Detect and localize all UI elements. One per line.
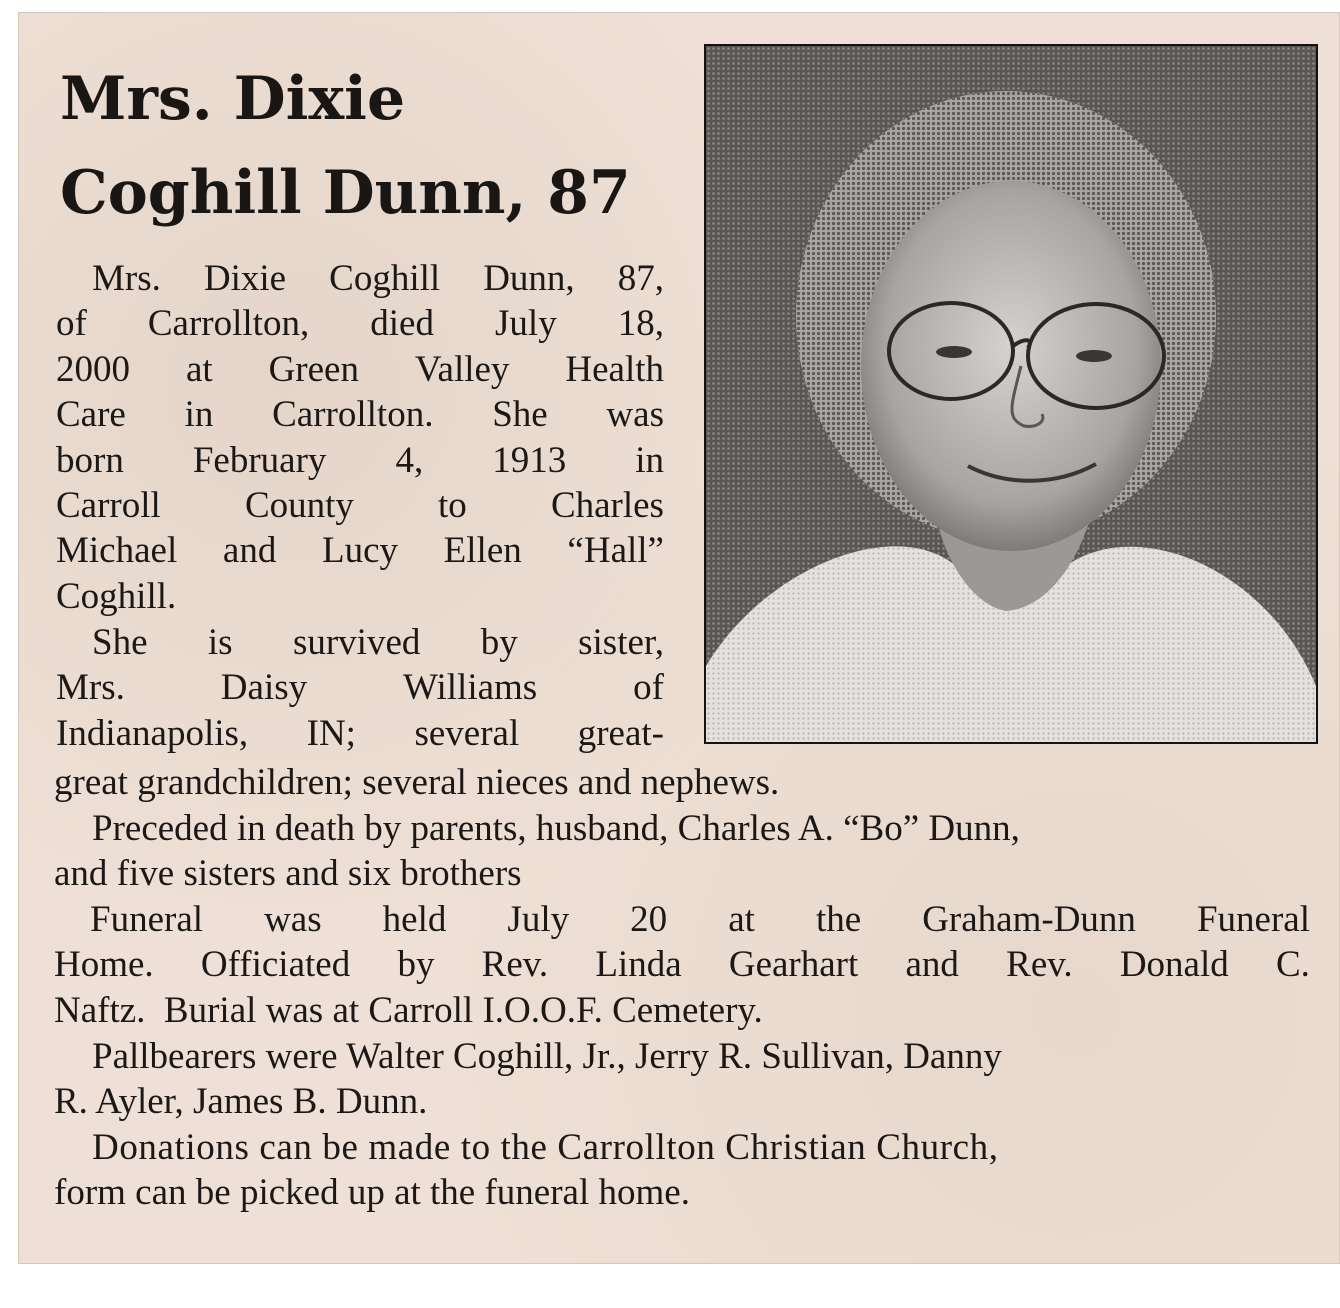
- paragraph-4-word: Home.: [54, 944, 154, 986]
- paragraph-1-line: [56, 438, 664, 483]
- paragraph-3-line-1: Preceded in death by parents, husband, Charles A. “Bo” Dunn,: [92, 808, 1020, 849]
- headline-line-2: Coghill Dunn, 87: [60, 158, 631, 228]
- paragraph-1-word: at: [185, 348, 213, 390]
- paragraph-2-word: Indianapolis,: [56, 712, 249, 754]
- paragraph-5-line-1: Pallbearers were Walter Coghill, Jr., Jerry R. Sullivan, Danny: [92, 1036, 1002, 1077]
- paragraph-4-word: Funeral: [1196, 899, 1310, 940]
- obituary-paragraph-5: [54, 1034, 1310, 1125]
- paragraph-4-line: [54, 897, 1310, 942]
- paragraph-2-word: by: [480, 622, 518, 663]
- obituary-paragraph-6: [54, 1125, 1310, 1216]
- headline-line-1: Mrs. Dixie: [60, 64, 406, 134]
- portrait-photo: [704, 44, 1318, 744]
- paragraph-2-word: IN;: [306, 712, 356, 754]
- paragraph-1-word: 18,: [617, 303, 664, 345]
- paragraph-2-word: Williams: [403, 667, 538, 709]
- paragraph-1-line: [56, 347, 664, 392]
- paragraph-1-word: Coghill: [329, 258, 441, 299]
- paragraph-4-word: Linda: [595, 944, 682, 986]
- paragraph-1-word: Carroll: [56, 485, 161, 527]
- paragraph-4-word: Rev.: [481, 944, 549, 986]
- obituary-paragraph-2: [56, 620, 664, 756]
- paragraph-1-word: Charles: [550, 485, 664, 527]
- paragraph-1-word: of: [56, 303, 87, 345]
- paragraph-2-last-line: great grandchildren; several nieces and nephews.: [54, 762, 780, 803]
- paragraph-1-word: Valley: [414, 348, 510, 390]
- paragraph-4-word: 20: [630, 899, 668, 940]
- paragraph-1-word: Carrollton.: [272, 394, 434, 436]
- paragraph-1-word: 2000: [56, 348, 130, 390]
- paragraph-1-line: [56, 528, 664, 573]
- paragraph-1-word: and: [222, 530, 277, 572]
- paragraph-6-line-1: Donations can be made to the Carrollton Christian Church,: [92, 1127, 999, 1168]
- paragraph-1-word: 87,: [617, 258, 664, 299]
- scan-bottom-margin: [0, 1264, 1340, 1308]
- paragraph-1-word: Dunn,: [483, 258, 575, 299]
- paragraph-2-word: sister,: [578, 622, 664, 663]
- paragraph-2-word: is: [207, 622, 233, 663]
- paragraph-1-line: [56, 256, 664, 301]
- paragraph-2-line: [56, 620, 664, 665]
- paragraph-1-word: died: [370, 303, 434, 345]
- paragraph-4-last-line: Naftz. Burial was at Carroll I.O.O.F. Cemetery.: [54, 989, 763, 1031]
- paragraph-1-word: born: [56, 439, 124, 481]
- paragraph-1-word: Carrollton,: [147, 303, 310, 345]
- paragraph-4-word: and: [905, 944, 959, 986]
- paragraph-1-line: [56, 392, 664, 437]
- paragraph-1-word: She: [492, 394, 548, 436]
- paragraph-1-word: was: [606, 394, 664, 436]
- obituary-headline: [60, 52, 700, 240]
- paragraph-4-word: held: [382, 899, 447, 940]
- paragraph-4-word: by: [397, 944, 435, 986]
- paragraph-1-word: Health: [565, 348, 664, 390]
- paragraph-4-word: C.: [1275, 944, 1310, 986]
- paragraph-3-last-line: and five sisters and six brothers: [54, 853, 522, 895]
- paragraph-2-word: of: [633, 667, 664, 709]
- paragraph-4-word: at: [728, 899, 755, 940]
- paragraph-1-word: to: [438, 485, 467, 527]
- paragraph-4-word: Funeral: [90, 899, 204, 940]
- paragraph-1-word: 4,: [395, 439, 424, 481]
- paragraph-1-word: Dixie: [203, 258, 287, 299]
- portrait-photo-icon: [706, 46, 1316, 742]
- paragraph-1-word: County: [244, 485, 354, 527]
- paragraph-1-word: Ellen: [443, 530, 522, 572]
- paragraph-1-line: [56, 483, 664, 528]
- paragraph-4-word: Officiated: [200, 944, 351, 986]
- paragraph-1-word: “Hall”: [567, 530, 664, 572]
- paragraph-6-last-line: form can be picked up at the funeral home.: [54, 1172, 690, 1214]
- paragraph-2-word: She: [92, 622, 148, 663]
- paragraph-1-last-line: Coghill.: [56, 575, 177, 617]
- paragraph-4-word: was: [264, 899, 322, 940]
- obituary-paragraph-1: [56, 256, 664, 619]
- paragraph-1-word: Mrs.: [92, 258, 161, 299]
- paragraph-1-word: February: [192, 439, 327, 481]
- obituary-paragraph-2-continued: [54, 760, 1310, 805]
- paragraph-4-word: the: [815, 899, 862, 940]
- paragraph-4-word: Graham-Dunn: [922, 899, 1136, 940]
- obituary-paragraph-3: [54, 806, 1310, 897]
- paragraph-2-word: Mrs.: [56, 667, 125, 709]
- paragraph-1-word: Care: [56, 394, 126, 436]
- paragraph-1-word: in: [184, 394, 214, 436]
- paragraph-4-word: Rev.: [1006, 944, 1073, 986]
- paragraph-2-word: great-: [577, 712, 664, 754]
- paragraph-1-word: in: [635, 439, 664, 481]
- paragraph-2-word: survived: [292, 622, 421, 663]
- paragraph-1-line: [56, 301, 664, 346]
- paragraph-2-word: several: [414, 712, 520, 754]
- paragraph-2-line: [56, 711, 664, 756]
- paragraph-4-word: Gearhart: [728, 944, 859, 986]
- paragraph-4-word: Donald: [1119, 944, 1229, 986]
- paragraph-2-line: [56, 665, 664, 710]
- paragraph-1-word: 1913: [492, 439, 567, 481]
- paragraph-1-word: Michael: [56, 530, 178, 572]
- paragraph-1-word: July: [495, 303, 557, 345]
- obituary-paragraph-4: [54, 897, 1310, 1033]
- paragraph-5-last-line: R. Ayler, James B. Dunn.: [54, 1081, 428, 1123]
- paragraph-4-line: [54, 942, 1310, 987]
- paragraph-2-word: Daisy: [220, 667, 308, 709]
- paragraph-1-word: Lucy: [321, 530, 399, 572]
- paragraph-4-word: July: [507, 899, 570, 940]
- paragraph-1-word: Green: [268, 348, 359, 390]
